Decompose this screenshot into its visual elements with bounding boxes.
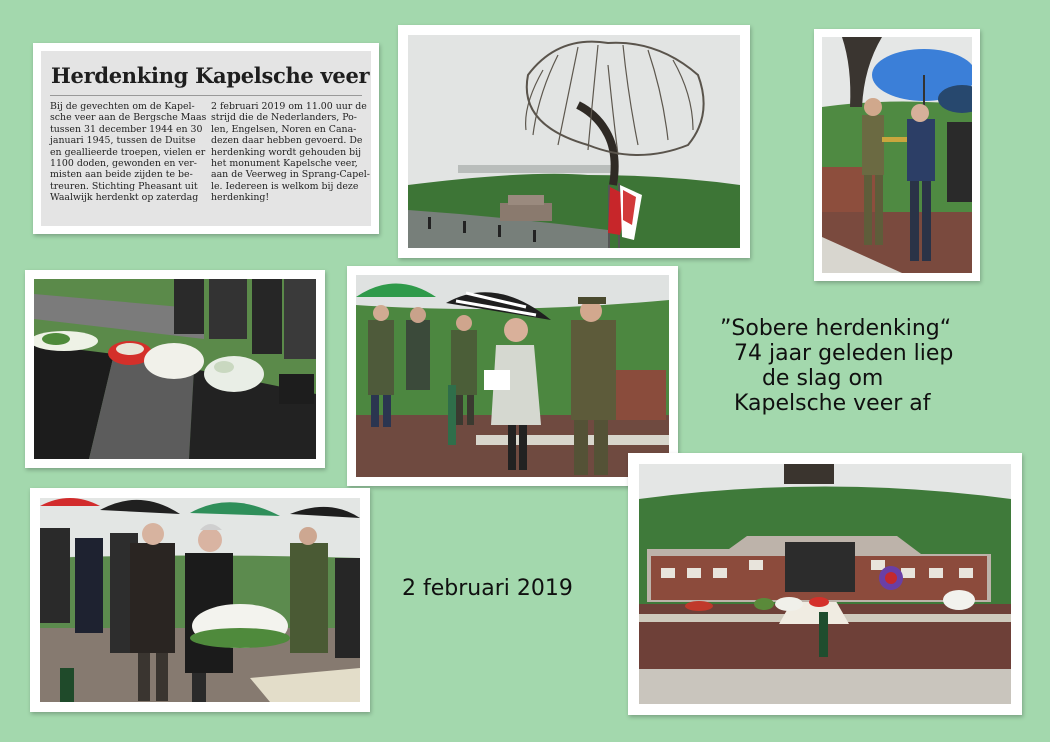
clipping-line: herdenking! — [211, 192, 270, 204]
caption-line: de slag om — [720, 366, 884, 391]
clipping-line: 2 februari 2019 om 11.00 uur de — [211, 101, 367, 112]
clipping-title: Herdenking Kapelsche veer — [51, 63, 370, 88]
caption-line: ”Sobere herdenking“ — [720, 316, 952, 341]
clipping-line: januari 1945, tussen de Duitse — [50, 135, 196, 147]
clipping-line: dezen daar hebben gevoerd. De — [211, 135, 363, 147]
photo-frame-monument — [628, 453, 1022, 715]
clipping-line: misten aan beide zijden te be- — [50, 169, 193, 181]
clipping-paper — [41, 51, 371, 226]
clipping-column-2 — [211, 101, 370, 204]
clipping-line: het monument Kapelsche veer, — [211, 158, 358, 170]
caption-line: Kapelsche veer af — [720, 391, 931, 416]
willow-tree-image — [408, 35, 740, 248]
clipping-rule — [50, 95, 362, 96]
clipping-line: Waalwijk herdenkt op zaterdag — [50, 192, 199, 204]
photo-speaker — [356, 275, 669, 477]
trumpeter-image — [822, 37, 972, 273]
photo-wreath-laying — [40, 498, 360, 702]
photo-flowers — [34, 279, 316, 459]
clipping-columns — [50, 101, 370, 204]
monument-image — [639, 464, 1011, 704]
speaker-image — [356, 275, 669, 477]
clipping-line: 1100 doden, gewonden en ver- — [50, 158, 197, 170]
clipping-line: en geallieerde troepen, vielen er — [50, 146, 206, 158]
photo-willow-tree — [408, 35, 740, 248]
clipping-line: le. Iedereen is welkom bij deze — [211, 180, 359, 192]
photo-trumpeter — [822, 37, 972, 273]
clipping-line: sche veer aan de Bergsche Maas — [50, 112, 207, 124]
clipping-line: tussen 31 december 1944 en 30 — [50, 123, 203, 135]
clipping-line: herdenking wordt gehouden bij — [211, 146, 361, 158]
photo-monument — [639, 464, 1011, 704]
photo-frame-trumpeter — [814, 29, 980, 281]
caption-text — [720, 316, 1030, 416]
wreath-laying-image — [40, 498, 360, 702]
date-label: 2 februari 2019 — [402, 576, 573, 601]
photo-frame-flowers — [25, 270, 325, 468]
photo-frame-wreath-laying — [30, 488, 370, 712]
photo-frame-willow-tree — [398, 25, 750, 258]
newspaper-clipping — [33, 43, 379, 234]
flowers-image — [34, 279, 316, 459]
clipping-line: treuren. Stichting Pheasant uit — [50, 180, 198, 192]
clipping-line: strijd die de Nederlanders, Po- — [211, 112, 357, 124]
clipping-column-1 — [50, 101, 207, 204]
clipping-line: Bij de gevechten om de Kapel- — [50, 101, 195, 112]
clipping-line: len, Engelsen, Noren en Cana- — [211, 123, 357, 135]
caption-line: 74 jaar geleden liep — [720, 341, 954, 366]
clipping-line: aan de Veerweg in Sprang-Capel- — [211, 169, 370, 181]
